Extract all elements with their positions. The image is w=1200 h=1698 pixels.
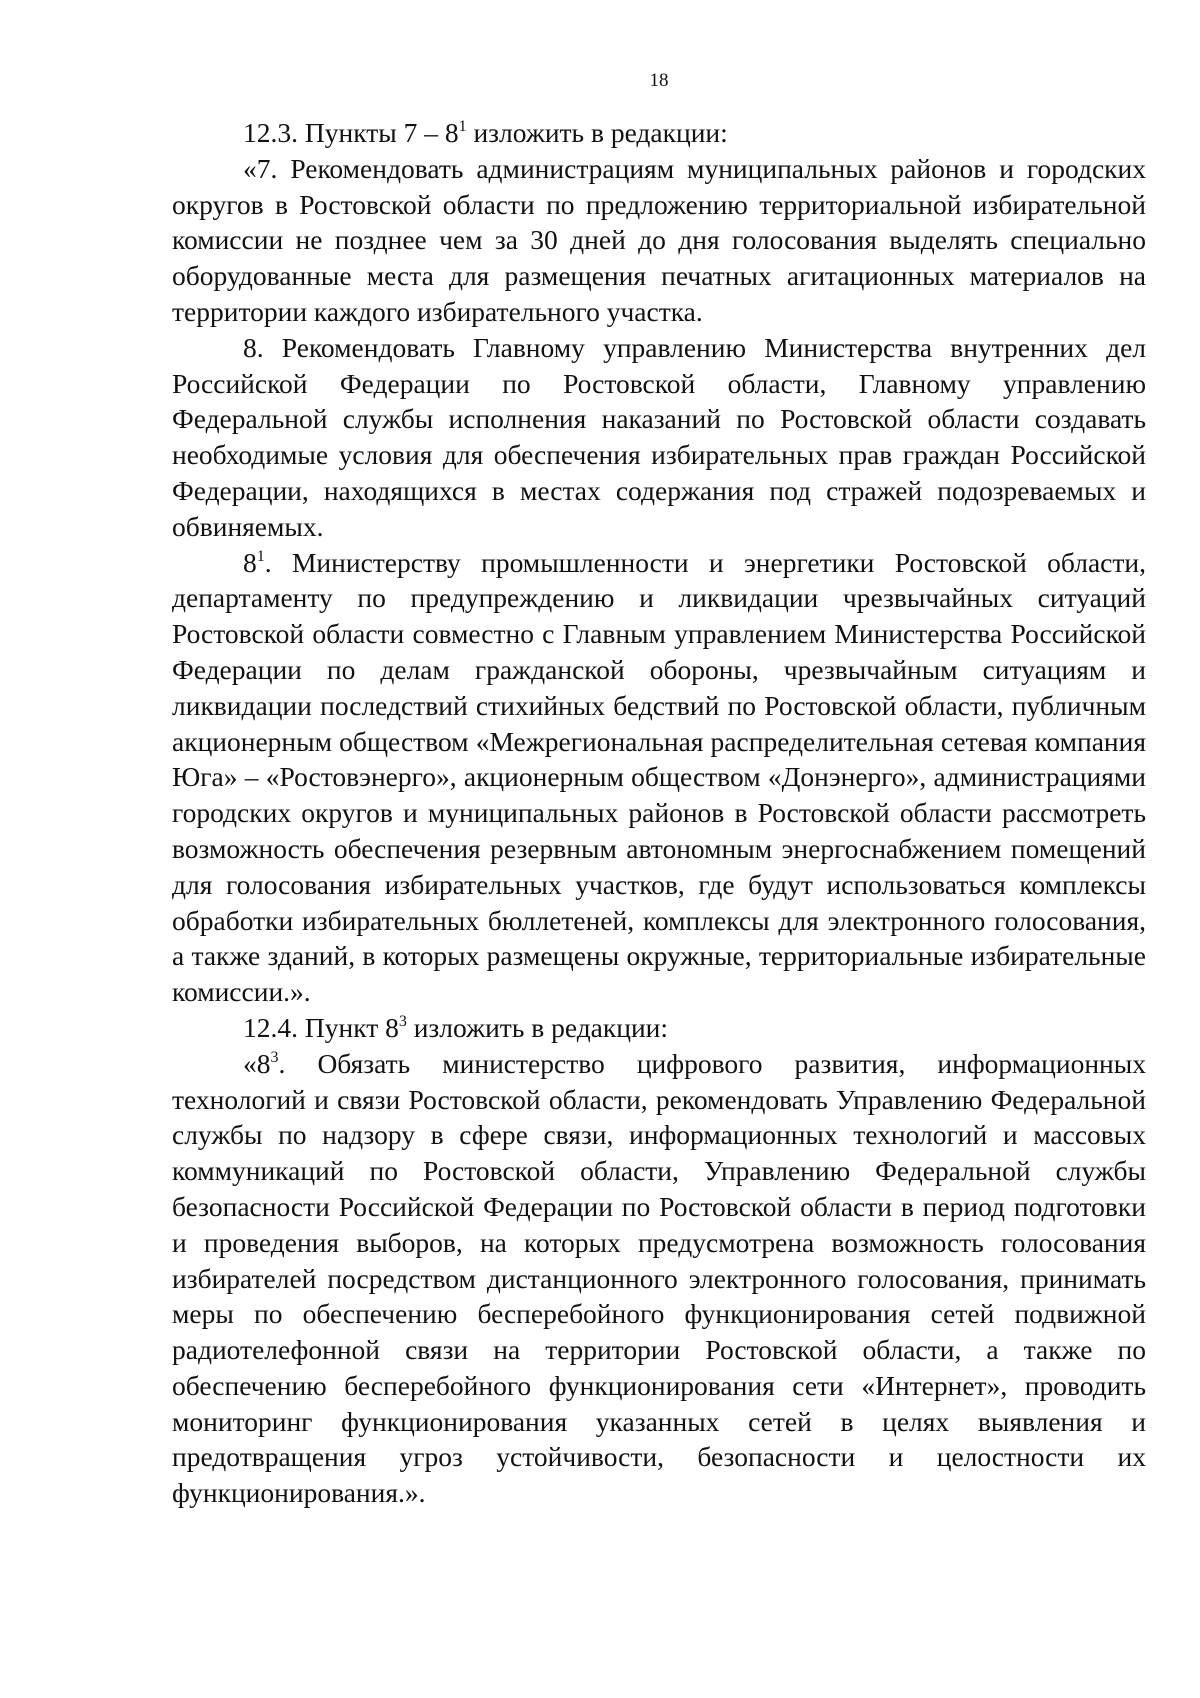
item-12-4-heading-tail: изложить в редакции: <box>406 1011 669 1043</box>
item-12-4-heading-superscript: 3 <box>398 1012 407 1030</box>
item-12-3-heading-tail: изложить в редакции: <box>466 117 728 148</box>
document-body <box>172 115 1146 1511</box>
paragraph-8-1 <box>172 545 1146 1010</box>
paragraph-8: 8. Рекомендовать Главному управлению Министерства внутренних дел Российской Федерации по Ростовской области, Главному управлению Федеральной службы исполнения наказаний по Ростовской области создавать необходимые условия для обеспечения избирательных прав граждан Российской Федерации, находящихся в местах содержания под стражей подозреваемых и обвиняемых. <box>172 331 1146 542</box>
item-12-3-heading-superscript: 1 <box>458 118 467 135</box>
item-12-3-heading <box>172 115 1146 151</box>
paragraph-8-3-number: «8 <box>243 1047 271 1079</box>
paragraph-8-3 <box>172 1046 1146 1511</box>
paragraph-7: «7. Рекомендовать администрациям муниципальных районов и городских округов в Ростовской области по предложению территориальной избирательной комиссии не позднее чем за 30 дней до дня голосования выделять специально оборудованные места для размещения печатных агитационных материалов на территории каждого избирательного участка. <box>172 152 1146 327</box>
page-number: 18 <box>649 70 669 91</box>
paragraph-8-3-text: . Обязать министерство цифрового развития, информационных технологий и связи Ростовской области, рекомендовать Управлению Федеральной службы по надзору в сфере связи, информационных технологий и массовых коммуникаций по Ростовской области, Управлению Федеральной службы безопасности Российской Федерации по Ростовской области в период подготовки и проведения выборов, на которых предусмотрена возможность голосования избирателей посредством дистанционного электронного голосования, принимать меры по обеспечению бесперебойного функционирования сетей подвижной радиотелефонной связи на территории Ростовской области, а также по обеспечению бесперебойного функционирования сети «Интернет», проводить мониторинг функционирования указанных сетей в целях выявления и предотвращения угроз устойчивости, безопасности и целостности их функционирования.». <box>172 1047 1146 1509</box>
paragraph-8-1-number: 8 <box>243 546 257 578</box>
paragraph-8-1-text: . Министерству промышленности и энергетики Ростовской области, департаменту по предупреждению и ликвидации чрезвычайных ситуаций Ростовской области совместно с Главным управлением Министерства Российской Федерации по делам гражданской обороны, чрезвычайным ситуациям и ликвидации последствий стихийных бедствий по Ростовской области, публичным акционерным обществом «Межрегиональная распределительная сетевая компания Юга» – «Ростовэнерго», акционерным обществом «Донэнерго», администрациями городских округов и муниципальных районов в Ростовской области рассмотреть возможность обеспечения резервным автономным энергоснабжением помещений для голосования избирательных участков, где будут использоваться комплексы обработки избирательных бюллетеней, комплексы для электронного голосования, а также зданий, в которых размещены окружные, территориальные избирательные комиссии.». <box>172 546 1146 1008</box>
item-12-4-heading <box>172 1010 1146 1046</box>
paragraph-8-3-superscript: 3 <box>270 1048 279 1066</box>
item-12-3-heading-text: 12.3. Пункты 7 – 8 <box>243 117 459 148</box>
item-12-4-heading-text: 12.4. Пункт 8 <box>243 1011 399 1043</box>
paragraph-8-1-superscript: 1 <box>256 547 265 565</box>
